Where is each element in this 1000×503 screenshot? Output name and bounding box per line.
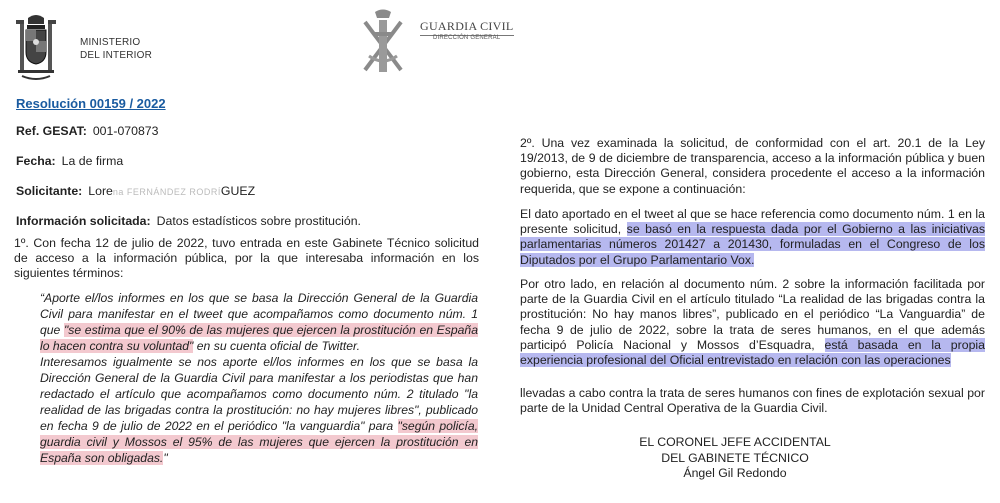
info-label: Información solicitada:: [16, 214, 151, 228]
fecha-field: [16, 154, 123, 168]
fecha-label: Fecha:: [16, 154, 56, 168]
letterhead: [0, 0, 1000, 90]
solicitante-field: [16, 184, 255, 198]
paragraph-3: El dato aportado en el tweet al que se hace referencia como documento núm. 1 en la presente solicitud, se basó en la respuesta dada por el Gobierno a las iniciativas parlamentarias números 201427 a 201430, formuladas en el Congreso de los Diputados por el Grupo Parlamentario Vox.: [520, 207, 986, 267]
solicitante-name-end: GUEZ: [220, 184, 256, 198]
solicitante-label: Solicitante:: [16, 184, 83, 198]
info-solicitada-field: [16, 214, 361, 228]
paragraph-1: 1º. Con fecha 12 de julio de 2022, tuvo entrada en este Gabinete Técnico solicitud de acceso a la información pública, por la que interesaba información en los siguientes términos:: [14, 236, 479, 281]
ministry-name: MINISTERIO DEL INTERIOR: [80, 37, 153, 61]
redacted-name: na FERNÁNDEZ RODRÍ: [112, 187, 221, 197]
highlight-blue-1: se basó en la respuesta dada por el Gobierno a las iniciativas parlamentarias números 201427 a 201430, formuladas en el Congreso de los Diputados por el Grupo Parlamentario Vox.: [520, 222, 986, 267]
highlight-red-2: "según policía, guardia civil y Mossos el 95% de las mujeres que ejercen la prostitución en España son obligadas.: [40, 419, 478, 465]
spain-coat-of-arms-icon: [14, 12, 58, 84]
fecha-value: La de firma: [61, 154, 124, 168]
paragraph-2: 2º. Una vez examinada la solicitud, de conformidad con el art. 20.1 de la Ley 19/2013, de 9 de diciembre de transparencia, acceso a la información pública y buen gobierno, esta Dirección General, considera procedente el acceso a la información requerida, que se expone a continuación:: [520, 136, 985, 196]
highlight-blue-2: está basada en la propia experiencia profesional del Oficial entrevistado en relación con las operaciones: [520, 337, 985, 368]
quoted-request: [40, 290, 478, 466]
guardia-civil-title: GUARDIA CIVIL: [420, 19, 514, 36]
quote-paragraph-1: “Aporte el/los informes en los que se basa la Dirección General de la Guardia Civil para manifestar en el tweet que acompañamos como documento núm. 1 que "se estima que el 90% de las mujeres que ejercen la prostitución en España lo hacen contra su voluntad" en su cuenta oficial de Twitter.: [40, 291, 478, 353]
quote-paragraph-2: Interesamos igualmente se nos aporte el/los informes en los que se basa la Dirección General de la Guardia Civil para manifestar a los periodistas que han redactado el artículo que acompañamos como documento núm. 2 titulado "la realidad de las brigadas contra la prostitución: no hay mujeres libres", publicado en fecha 9 de julio de 2022 en el periódico "la vanguardia" para "según policía, guardia civil y Mossos el 95% de las mujeres que ejercen la prostitución en España son obligadas.": [40, 355, 478, 465]
signer-name: Ángel Gil Redondo: [683, 466, 787, 480]
highlight-red-1: "se estima que el 90% de las mujeres que ejercen la prostitución en España lo hacen contra su voluntad": [40, 323, 478, 353]
guardia-civil-emblem-icon: [355, 8, 411, 78]
paragraph-5: llevadas a cabo contra la trata de seres humanos con fines de explotación sexual por parte de la Unidad Central Operativa de la Guardia Civil.: [520, 386, 985, 416]
direccion-general-subtitle: DIRECCIÓN GENERAL: [433, 35, 501, 41]
resolution-link[interactable]: Resolución 00159 / 2022: [16, 96, 166, 111]
signer-title-2: DEL GABINETE TÉCNICO: [661, 450, 809, 465]
solicitante-name-start: Lore: [88, 184, 113, 198]
ref-value: 001-070873: [92, 124, 159, 138]
ref-label: Ref. GESAT:: [16, 124, 87, 138]
signer-title-1: EL CORONEL JEFE ACCIDENTAL: [639, 435, 831, 449]
paragraph-4: Por otro lado, en relación al documento núm. 2 sobre la información facilitada por parte de la Guardia Civil en el artículo titulado “La realidad de las brigadas contra la prostitución: No hay manos libres”, publicado en el periódico “La Vanguardia” de fecha 9 de julio de 2022, sobre la trata de seres humanos, en el que además participó Policía Nacional y Mossos d’Esquadra, está basada en la propia experiencia profesional del Oficial entrevistado en relación con las operaciones: [520, 277, 985, 368]
info-value: Datos estadísticos sobre prostitución.: [156, 214, 361, 228]
signature-block: [615, 435, 855, 482]
ref-gesat-field: [16, 124, 158, 138]
